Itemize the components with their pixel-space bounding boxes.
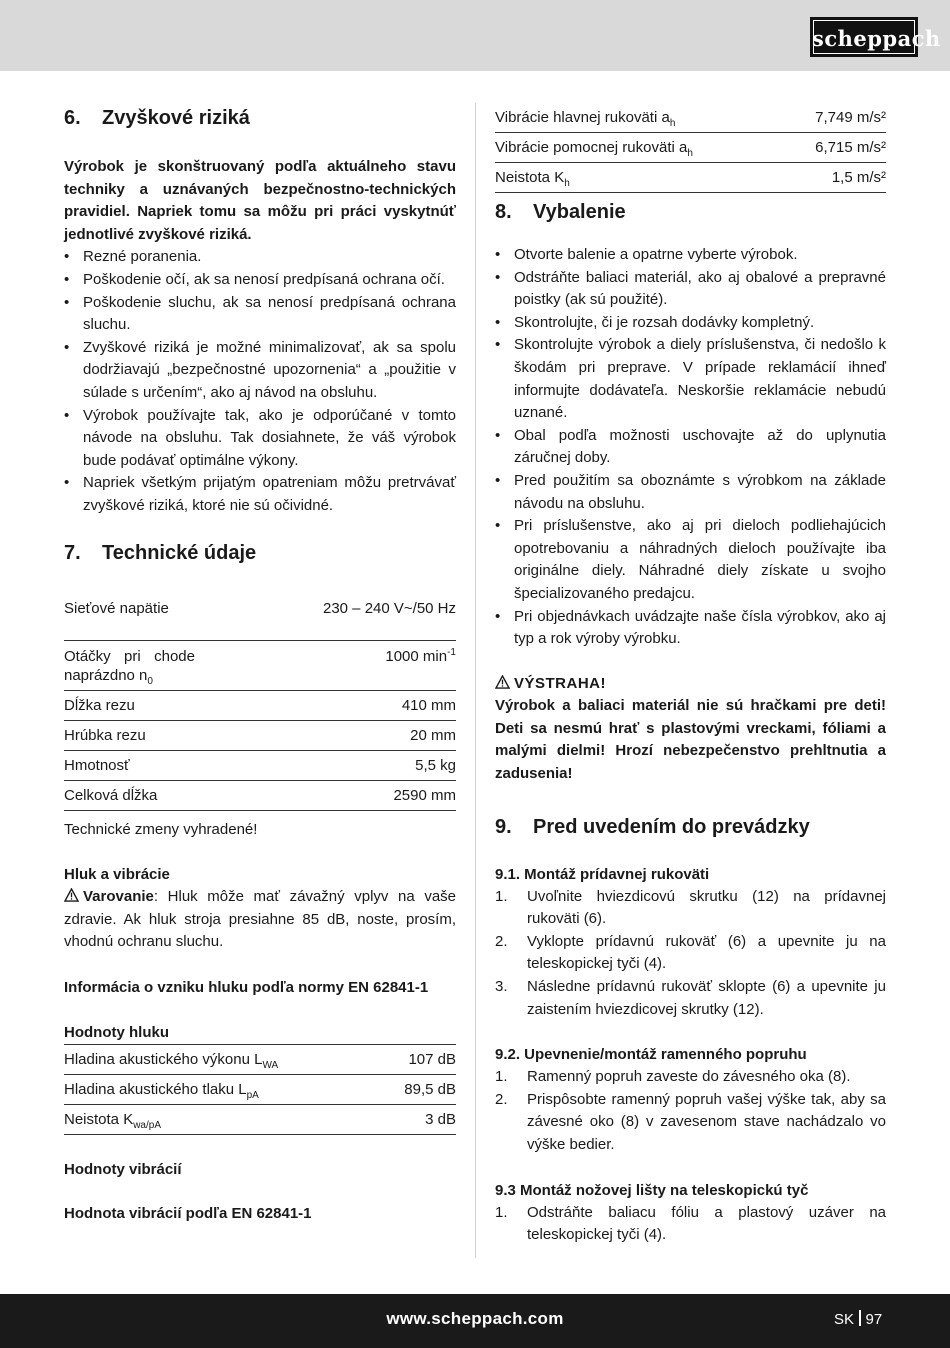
section-6-intro: Výrobok je skonštruovaný podľa aktuálneho stavu techniky a uznávaných bezpečnostno-technických pravidiel. Napriek tomu sa môžu pri práci vyskytnúť jednotlivé zvyškové riziká. [64,158,456,243]
section-8-bullets [495,244,886,651]
list-item: 2. Prispôsobte ramenný popruh vašej výške tak, aby sa závesné oko (8) v zavesenom stave nachádzalo vo výške bedier. [495,1090,886,1153]
header-band [0,0,950,71]
packaging-warning-title: VÝSTRAHA! [495,673,886,696]
vibration-values-heading: Hodnoty vibrácií [64,1160,182,1178]
list-item: • Odstráňte baliaci materiál, ako aj obalové a prepravné poistky (ak sú použité). [495,267,886,312]
table-row: Hrúbka rezu 20 mm [64,720,456,750]
list-item: • Zvyškové riziká je možné minimalizovať, ak sa spolu dodržiavajú „bezpečnostné upozornenia“ a „použitie v súlade s určením“, ako aj návod na obsluhu. [64,337,456,405]
website-link[interactable]: www.scheppach.com [386,1309,564,1328]
technical-changes-note: Technické zmeny vyhradené! [64,820,258,838]
page-indicator: SK 97 [834,1311,883,1328]
list-item: • Otvorte balenie a opatrne vyberte výrobok. [495,244,886,267]
vibration-values-table [495,105,886,193]
list-item: • Obal podľa možnosti uschovajte až do uplynutia záručnej doby. [495,425,886,470]
list-item: • Poškodenie očí, ak sa nenosí predpísaná ochrana očí. [64,269,456,292]
column-divider [475,103,476,1258]
list-item: • Rezné poranenia. [64,246,456,269]
right-column [495,103,886,1247]
packaging-warning-text: Výrobok a baliaci materiál nie sú hračkami pre deti! Deti sa nesmú hrať s plastovými vreckami, fóliami a malými dielmi! Hrozí nebezpečenstvo prehltnutia a zadusenia! [495,697,886,783]
footer-bar [0,1294,950,1348]
table-row: Dĺžka rezu 410 mm [64,690,456,720]
table-row: Vibrácie pomocnej rukoväti $a_h$ 6,715 m/s² [495,133,886,163]
section-7-heading: 7. Technické údaje [64,541,257,564]
list-item: • Pri príslušenstve, ako aj pri dieloch podliehajúcich opotrebovaniu a náhradných dieloch používajte iba originálne diely. Náhradné diely získate u svojho špecializovaného predajcu. [495,515,886,605]
list-item: 2. Vyklopte prídavnú rukoväť (6) a upevnite ju na teleskopickej tyči (4). [495,932,886,973]
noise-values-table [64,1044,456,1135]
table-row: Neistota $K_{wa/pA}$ 3 dB [64,1104,456,1134]
spec-table [64,594,456,811]
table-row: Celková dĺžka 2590 mm [64,780,456,810]
warning-triangle-icon [495,675,510,689]
list-item: 1. Odstráňte baliacu fóliu a plastový uzáver na teleskopickej tyči (4). [495,1203,886,1244]
separator [859,1310,861,1326]
table-row: Neistota $K_h$ 1,5 m/s² [495,163,886,193]
list-item: 1. Ramenný popruh zaveste do závesného oka (8). [495,1068,851,1086]
subsection-9-2-heading: 9.2. Upevnenie/montáž ramenného popruhu [495,1046,807,1064]
list-item: • Poškodenie sluchu, ak sa nenosí predpísaná ochrana sluchu. [64,292,456,337]
list-item: • Skontrolujte, či je rozsah dodávky kompletný. [495,312,886,335]
scheppach-logo: scheppach [810,17,918,57]
table-row: Hladina akustického výkonu $L_{WA}$ 107 dB [64,1044,456,1074]
noise-warning: Varovanie: Hluk môže mať závažný vplyv na vaše zdravie. Ak hluk stroja presiahne 85 dB, noste, prosím, vhodnú ochranu sluchu. [64,888,456,951]
section-8-heading: 8. Vybalenie [495,201,626,223]
warning-triangle-icon [64,888,79,902]
left-column [64,103,456,1225]
subsection-9-1-steps [495,886,886,1022]
list-item: 3. Následne prídavnú rukoväť sklopte (6) a upevnite ju zaistením hviezdicovej skrutky (12). [495,978,886,1018]
section-6-bullets [64,246,456,517]
subsection-9-3-heading: 9.3 Montáž nožovej lišty na teleskopickú tyč [495,1181,809,1199]
table-row: Sieťové napätie 230 – 240 V~/50 Hz [64,594,456,641]
noise-info-heading: Informácia o vzniku hluku podľa normy EN 62841-1 [64,978,429,996]
noise-vibration-heading: Hluk a vibrácie [64,866,170,884]
list-item: • Napriek všetkým prijatým opatreniam môžu pretrvávať zvyškové riziká, ktoré nie sú očividné. [64,472,456,517]
table-row: Hladina akustického tlaku $L_{pA}$ 89,5 dB [64,1074,456,1104]
subsection-9-1-heading: 9.1. Montáž prídavnej rukoväti [495,865,710,883]
table-row: Hmotnosť 5,5 kg [64,750,456,780]
noise-values-heading: Hodnoty hluku [64,1023,169,1041]
subsection-9-2-steps [495,1066,886,1156]
list-item: • Výrobok používajte tak, ako je odporúčané v tomto návode na obsluhu. Tak dosiahnete, že váš výrobok bude podávať optimálne výkony. [64,405,456,473]
section-6-heading: 6. Zvyškové riziká [64,107,250,129]
section-9-heading: 9. Pred uvedením do prevádzky [495,815,810,838]
list-item: • Pri objednávkach uvádzajte naše čísla výrobkov, ako aj typ a rok výroby výrobku. [495,606,886,651]
table-row: Vibrácie hlavnej rukoväti $a_h$ 7,749 m/s² [495,105,886,133]
subsection-9-3-steps [495,1202,886,1247]
list-item: • Skontrolujte výrobok a diely príslušenstva, či nedošlo k škodám pri preprave. V prípade reklamácií ihneď informujte dodávateľa. Neskoršie reklamácie nebudú uznané. [495,334,886,424]
table-row: Otáčky pri chode naprázdno $n_0$ 1000 $\min^{-1}$ [64,640,456,690]
vibration-norm-heading: Hodnota vibrácií podľa EN 62841-1 [64,1204,312,1222]
list-item: 1. Uvoľnite hviezdicovú skrutku (12) na prídavnej rukoväti (6). [495,887,886,928]
list-item: • Pred použitím sa oboznámte s výrobkom na základe návodu na obsluhu. [495,470,886,515]
